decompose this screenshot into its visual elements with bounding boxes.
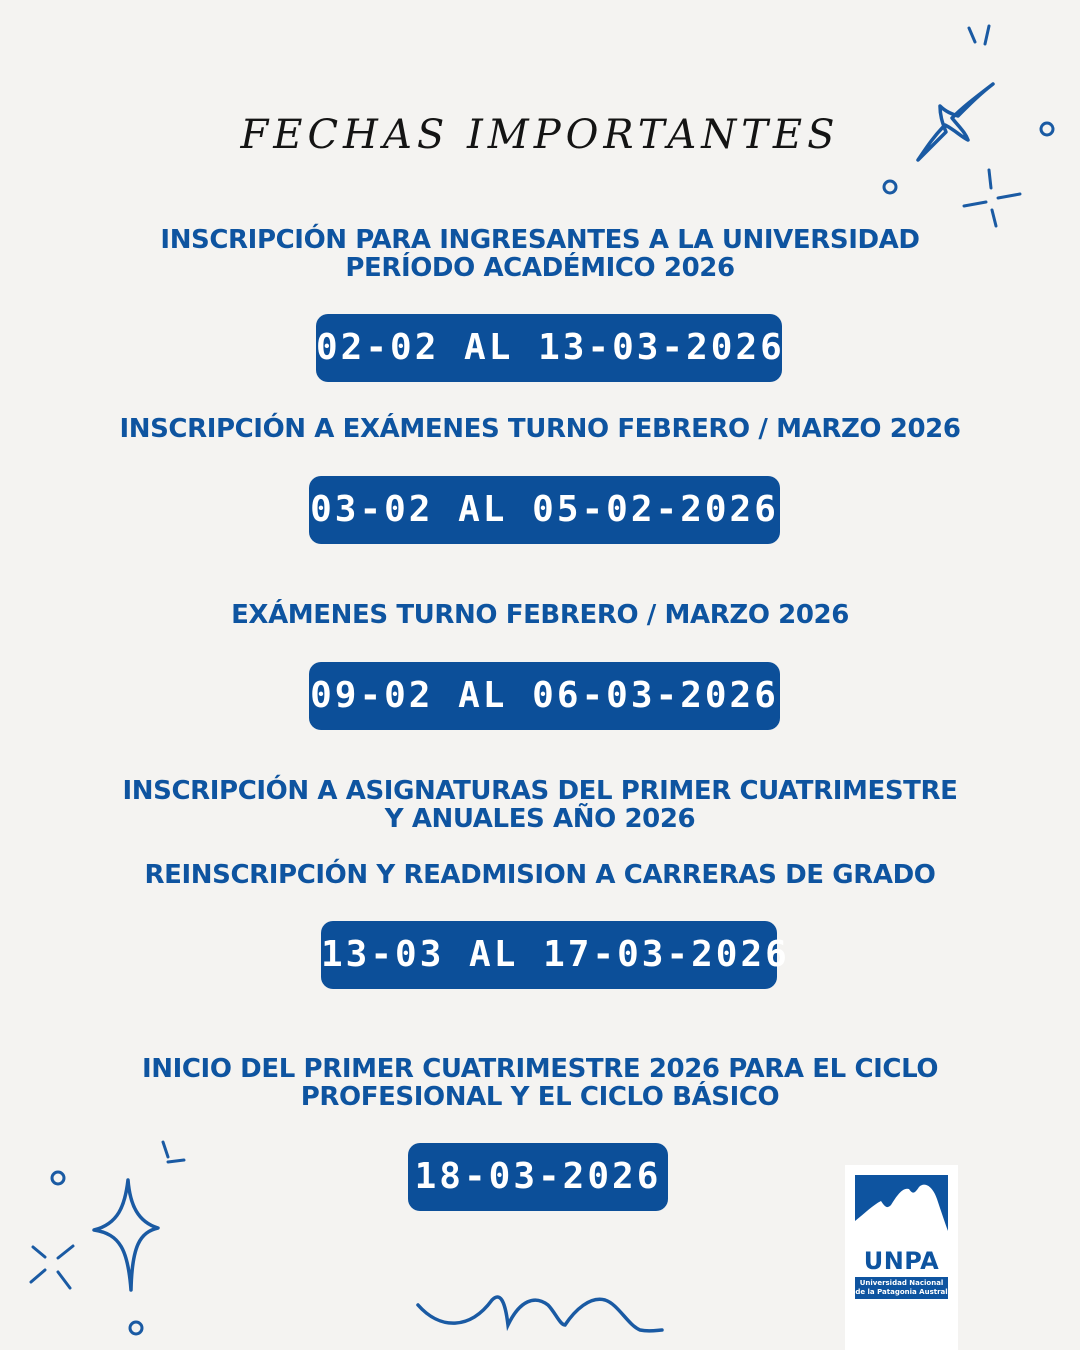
- section-heading-4-extra: [60, 861, 1020, 889]
- logo-subtitle-line: Universidad Nacional: [859, 1279, 944, 1287]
- date-badge-3: 09-02 AL 06-03-2026: [309, 662, 780, 730]
- date-badge-4: 13-03 AL 17-03-2026: [321, 921, 777, 989]
- heading-line: REINSCRIPCIÓN Y READMISION A CARRERAS DE GRADO: [144, 860, 936, 890]
- heading-line: INSCRIPCIÓN PARA INGRESANTES A LA UNIVERSIDAD: [160, 225, 920, 255]
- heading-line: INSCRIPCIÓN A ASIGNATURAS DEL PRIMER CUATRIMESTRE: [122, 776, 958, 806]
- section-heading-1: [60, 226, 1020, 282]
- spark-lines-icon: [31, 1142, 184, 1288]
- circle-icon: [52, 1172, 64, 1184]
- section-heading-2: [60, 415, 1020, 443]
- section-heading-3: [60, 601, 1020, 629]
- logo-subtitle-line: de la Patagonia Austral: [855, 1288, 948, 1296]
- heading-line: EXÁMENES TURNO FEBRERO / MARZO 2026: [231, 600, 849, 630]
- page-title: FECHAS IMPORTANTES: [240, 112, 840, 158]
- date-badge-1: 02-02 AL 13-03-2026: [316, 314, 782, 382]
- mountain-icon: [845, 1165, 958, 1245]
- wave-icon: [418, 1297, 662, 1331]
- heading-line: Y ANUALES AÑO 2026: [384, 804, 696, 834]
- unpa-logo: [845, 1165, 958, 1350]
- date-badge-5: 18-03-2026: [408, 1143, 668, 1211]
- section-heading-5: [60, 1055, 1020, 1111]
- heading-line: INICIO DEL PRIMER CUATRIMESTRE 2026 PARA EL CICLO: [141, 1054, 939, 1084]
- section-heading-4: [60, 777, 1020, 833]
- logo-name: UNPA: [863, 1247, 940, 1275]
- date-badge-2: 03-02 AL 05-02-2026: [309, 476, 780, 544]
- circle-icon: [884, 181, 896, 193]
- sparkle-icon: [94, 1180, 158, 1290]
- circle-icon: [130, 1322, 142, 1334]
- logo-subtitle: [855, 1277, 948, 1299]
- heading-line: PERÍODO ACADÉMICO 2026: [345, 253, 735, 283]
- heading-line: PROFESIONAL Y EL CICLO BÁSICO: [300, 1082, 780, 1112]
- heading-line: INSCRIPCIÓN A EXÁMENES TURNO FEBRERO / MARZO 2026: [119, 414, 961, 444]
